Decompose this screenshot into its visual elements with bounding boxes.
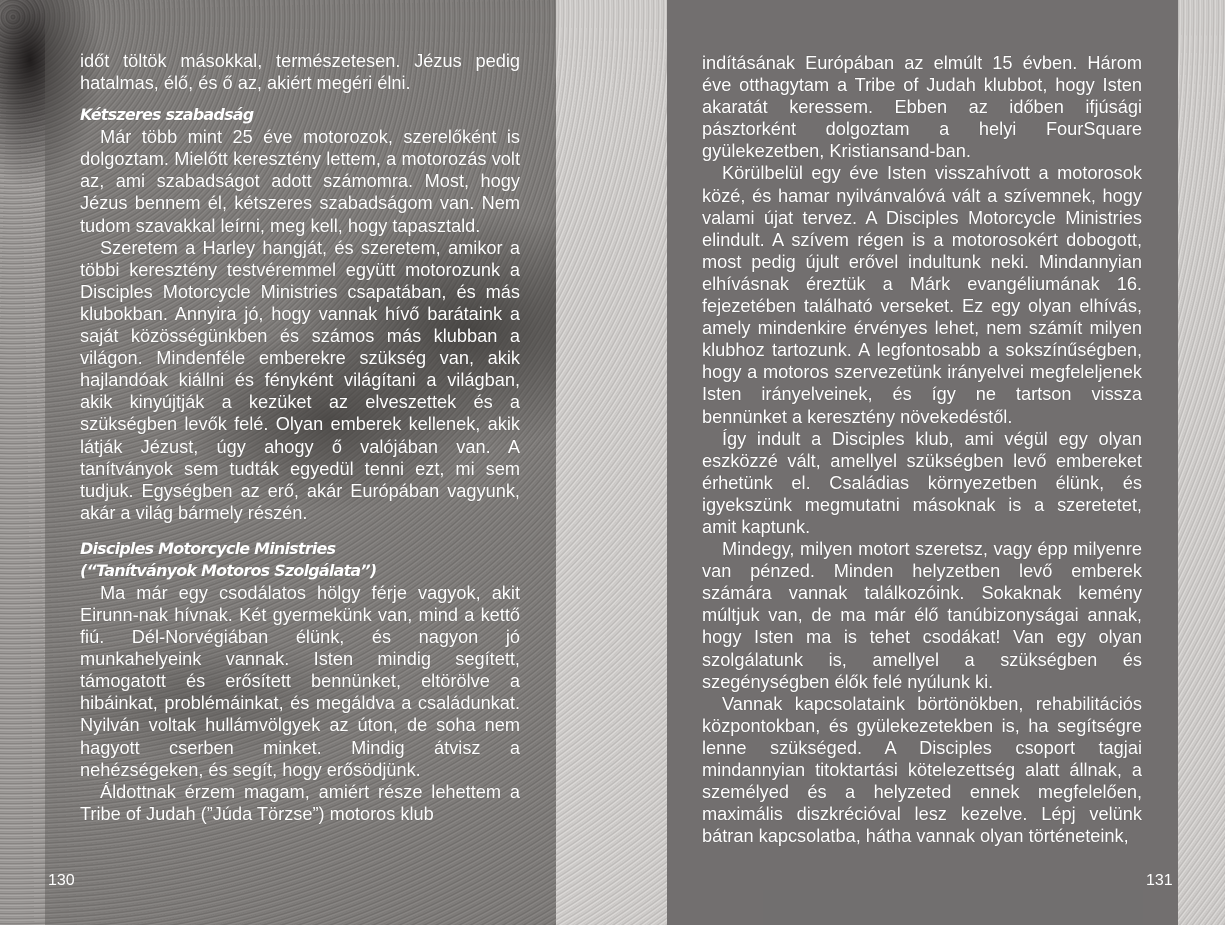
- paragraph: indításának Európában az elmúlt 15 évben. Három éve otthagytam a Tribe of Judah klubbot, hogy Isten akaratát keressem. Ebben az időben ifjúsági pásztorként dolgoztam a helyi FourSquare gyülekezetben, Kristiansand-ban.: [702, 53, 1142, 162]
- paragraph: Mindegy, milyen motort szeretsz, vagy épp milyenre van pénzed. Minden helyzetben levő emberek számára vannak találkozóink. Sokaknak kemény múltjuk van, de ma már élő tanúbizonyságai annak, hogy Isten ma is tehet csodákat! Van egy olyan szolgálatunk is, amellyel a szükségben és szegénységben élők felé nyúlunk ki.: [702, 539, 1142, 692]
- section-heading-line-2: (“Tanítványok Motoros Szolgálata”): [80, 560, 377, 580]
- background-photo-left-edge: [0, 0, 45, 925]
- section-heading-line-1: Disciples Motorcycle Ministries: [80, 538, 336, 558]
- paragraph: időt töltök másokkal, természetesen. Jézus pedig hatalmas, élő, és ő az, akiért megéri élni.: [80, 51, 520, 94]
- paragraph: Így indult a Disciples klub, ami végül egy olyan eszközzé vált, amellyel szükségben levő embereket érhetünk el. Családias környezetben élünk, és igyekszünk megmutatni másoknak is a szeretetet, amit kaptunk.: [702, 428, 1142, 537]
- paragraph: Vannak kapcsolataink börtönökben, rehabilitációs központokban, és gyülekezetekben is, ha segítségre lenne szükséged. A Disciples csoport tagjai mindannyian titoktartási kötelezettség alatt állnak, a személyed és a helyzeted ennek megfelelően, maximális diszkrécióval lesz kezelve. Lépj velünk bátran kapcsolatba, hátha vannak olyan történeteink,: [702, 693, 1142, 847]
- page-number-left: 130: [48, 872, 75, 889]
- left-page-text: [80, 50, 520, 825]
- paragraph: Szeretem a Harley hangját, és szeretem, amikor a többi keresztény testvéremmel együtt motorozunk a Disciples Motorcycle Ministries csapatában, és más klubokban. Annyira jó, hogy vannak hívő barátaink a saját közösségünkben és számos más klubban a világon. Mindenféle emberekre szükség van, akik hajlandóak kiállni és fényként világítani a világban, akik kinyújtják a kezüket az elveszettek és a szükségben levők felé. Olyan emberek kellenek, akik látják Jézust, úgy ahogy ő valójában van. A tanítványok sem tudták egyedül tenni ezt, mi sem tudjuk. Egységben az erő, akár Európában vagyunk, akár a világ bármely részén.: [80, 237, 520, 523]
- page-number-right: 131: [1146, 872, 1173, 889]
- section-heading: Kétszeres szabadság: [80, 105, 254, 125]
- paragraph: Már több mint 25 éve motorozok, szerelőként is dolgoztam. Mielőtt keresztény lettem, a motorozás volt az, ami szabadságot adott számomra. Most, hogy Jézus bennem él, kétszeres szabadságom van. Nem tudom szavakkal leírni, meg kell, hogy tapasztald.: [80, 127, 520, 236]
- paragraph: Ma már egy csodálatos hölgy férje vagyok, akit Eirunn-nak hívnak. Két gyermekünk van, mind a kettő fiú. Dél-Norvégiában élünk, és nagyon jó munkahelyeink vannak. Isten mindig segített, támogatott és erősített bennünket, eltörölve a hibáinkat, problémáinkat, és megáldva a családunkat. Nyilván voltak hullámvölgyek az úton, de soha nem hagyott cserben minket. Mindig átvisz a nehézségeken, és segít, hogy erősödjünk.: [80, 582, 520, 780]
- background-photo-gutter: [556, 0, 667, 925]
- background-photo-right-edge: [1178, 0, 1225, 925]
- section-heading: [80, 538, 520, 582]
- right-page-text: [702, 52, 1142, 847]
- paragraph: Körülbelül egy éve Isten visszahívott a motorosok közé, és hamar nyilvánvalóvá vált a szívemnek, hogy valami újat tervez. A Disciples Motorcycle Ministries elindult. A szívem régen is a motorosokért dobogott, most pedig újult erővel indultunk neki. Mindannyian elhívásnak éreztük a Márk evangéliumának 16. fejezetében található verseket. Ez egy olyan elhívás, amely mindenkire érvényes lehet, nem számít milyen klubhoz tartozunk. A legfontosabb a sokszínűségben, hogy a motoros szervezetünk irányelvei megfeleljenek Isten irányelveinek, és így ne tartson vissza bennünket a keresztény növekedéstől.: [702, 163, 1142, 427]
- paragraph: Áldottnak érzem magam, amiért része lehettem a Tribe of Judah (”Júda Törzse”) motoros klub: [80, 781, 520, 824]
